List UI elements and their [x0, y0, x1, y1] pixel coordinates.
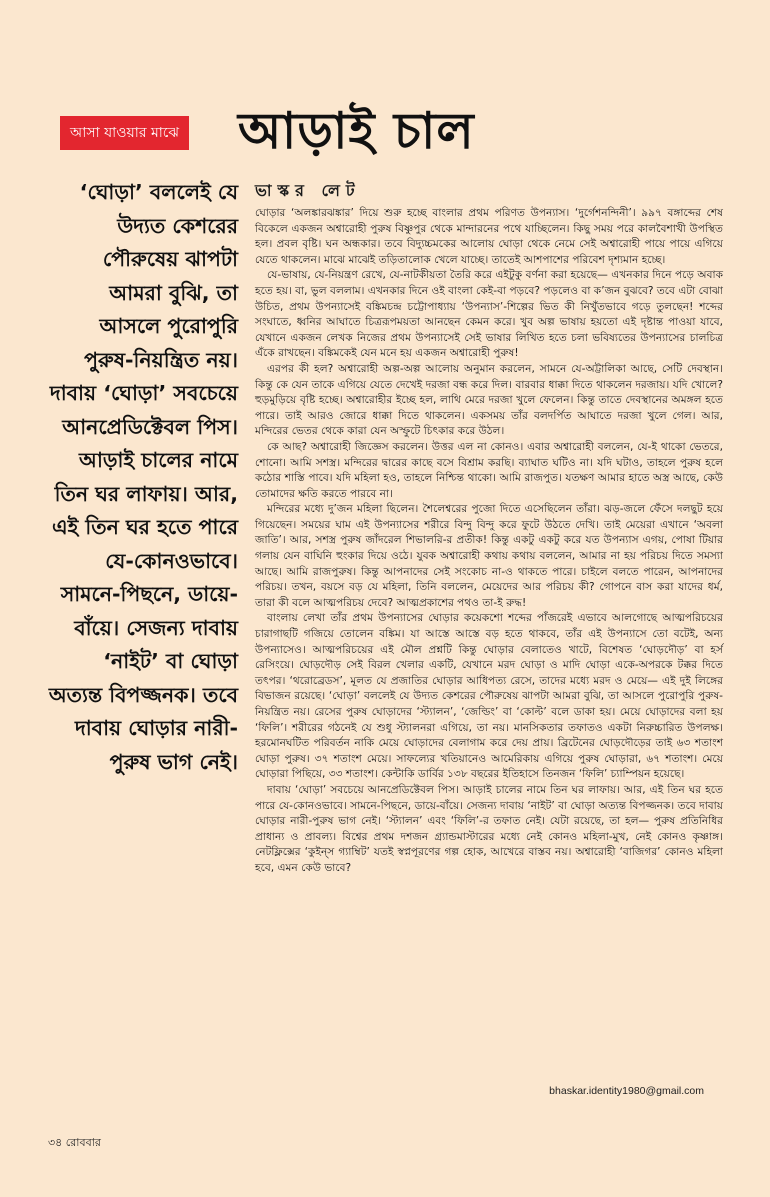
- page-footer: ৩৪ রোববার: [48, 1136, 101, 1149]
- article-paragraph: এরপর কী হল? অশ্বারোহী অল্প-অল্প আলোয় অনুমান করলেন, সামনে যে-অট্টালিকা আছে, সেটি দেবস্থান। কিন্তু কে যেন তাকে এগিয়ে যেতে দেখেই দরজা বন্ধ করে দিল। বারবার ধাক্কা দিতে থাকলেন দরজায়। যদি খোলে? হুড়মুড়িয়ে বৃষ্টি হচ্ছে। অশ্বারোহীর ইচ্ছে হল, লাথি মেরে দরজা খুলে ফেলেন। কিন্তু তাতে দেবস্থানের অমঙ্গল হতে পারে। তাই আরও জোরে ধাক্কা দিতে থাকলেন। একসময় তাঁর বলদর্পিত আঘাতে দরজা খুলে গেল। আর, মন্দিরের ভেতর থেকে কারা যেন অস্ফুটে চিৎকার করে উঠল।: [255, 362, 723, 438]
- article-paragraph: যে-ভাষায়, যে-নিয়ন্ত্রণ রেখে, যে-নাটকীয়তা তৈরি করে এইটুকু বর্ণনা করা হয়েছে— এখনকার দিনে পড়ে অবাক হতে হয়। বা, ভুল বললাম। এখনকার দিনে ওই বাংলা কেই-বা পড়বে? পড়লেও বা ক’জন বুঝবে? তবে এটা বোঝা উচিত, প্রথম উপন্যাসেই বঙ্কিমচন্দ্র চট্টোপাধ্যায় ‘উপন্যাস’-শিল্পের ভিত কী নিখুঁতভাবে গড়ে তুলছেন! শব্দের সংঘাতে, ধ্বনির আঘাতে চিত্ররূপময়তা আনছেন কেমন করে। খুব অল্প ভাষায় হয়তো এই দৃষ্টান্ত পাওয়া যাবে, যেখানে একজন লেখক নিজের প্রথম উপন্যাসেই সেই ভাষার লিখিত হতে চলা ভবিষ্যতের উপন্যাসের চালচিত্র এঁকে রাখছেন। বঙ্কিমকেই যেন মনে হয় একজন অশ্বারোহী পুরুষ!: [255, 269, 723, 360]
- author-email: bhaskar.identity1980@gmail.com: [549, 1085, 704, 1097]
- article-paragraph: ঘোড়ার ‘অলঙ্কারঝঙ্কার’ দিয়ে শুরু হচ্ছে বাংলার প্রথম পরিণত উপন্যাস। ‘দুর্গেশনন্দিনী’। ৯৯৭ বঙ্গাব্দের শেষ বিকেলে একজন অশ্বারোহী পুরুষ বিষ্ণুপুর থেকে মান্দারনের পথে যাচ্ছিলেন। কিছু সময় পরে কালবৈশাখী উপস্থিত হল। প্রবল বৃষ্টি। ঘন অন্ধকার। তবে বিদ্যুচ্চমকের আলোয় ঘোড়া থেকে নেমে সেই অশ্বারোহী পায়ে পায়ে এগিয়ে যেতে থাকলেন। মাঝে মাঝেই তড়িতালোক খেলে যাচ্ছে। তাতেই আশপাশের পরিবেশ দৃশ্যমান হচ্ছে।: [255, 207, 723, 266]
- article-paragraph: মন্দিরের মধ্যে দু’জন মহিলা ছিলেন। শৈলেশ্বরের পুজো দিতে এসেছিলেন তাঁরা। ঝড়-জলে ফেঁসে দলছুট হয়ে গিয়েছেন। সময়ের ঘাম এই উপন্যাসের শরীরে বিন্দু বিন্দু করে ফুটে উঠতে দেখি। তাই মেয়েরা এখানে ‘অবলা জাতি’। আর, সশস্ত্র পুরুষ জাঁদরেল শিভালরি-র প্রতীক! কিন্তু একটু একটু করে যত উপন্যাস এগয়, পোষা টিয়ার গলায় যেন বাঘিনি হুংকার দিয়ে ওঠে। যুবক অশ্বারোহী কথায় কথায় বললেন, আমার না হয় পরিচয় দিতে সমস্যা আছে। আমি রাজপুরুষ। কিন্তু আপনাদের সেই সংকোচ না-ও থাকতে পারে। চাইলে বলতে পারেন, আপনাদের পরিচয়। তখন, বয়সে বড় যে মহিলা, তিনি বললেন, মেয়েদের আর পরিচয় কী? গোপনে বাস করা যাদের ধর্ম, তারা কী বলে আত্মপরিচয় দেবে? আত্মপ্রকাশের পথও তা-ই রুদ্ধ!: [255, 503, 723, 609]
- pull-quote: ‘ঘোড়া’ বললেই যে উদ্যত কেশরের পৌরুষেয় ঝাপটা আমরা বুঝি, তা আসলে পুরোপুরি পুরুষ-নিয়ন্ত্রিত নয়। দাবায় ‘ঘোড়া’ সবচেয়ে আনপ্রেডিক্টেবল পিস। আড়াই চালের নামে তিন ঘর লাফায়। আর, এই তিন ঘর হতে পারে যে-কোনওভাবে। সামনে-পিছনে, ডায়ে-বাঁয়ে। সেজন্য দাবায় ‘নাইট’ বা ঘোড়া অত্যন্ত বিপজ্জনক। তবে দাবায় ঘোড়ার নারী-পুরুষ ভাগ নেই।: [48, 180, 238, 774]
- article-paragraph: কে আছ? অশ্বারোহী জিজ্ঞেস করলেন। উত্তর এল না কোনও। এবার অশ্বারোহী বললেন, যে-ই থাকো ভেতরে, শোনো। আমি সশস্ত্র। মন্দিরের দ্বারের কাছে বসে বিশ্রাম করছি। ব্যাঘাত ঘটিও না। যদি ঘটাও, তাহলে পুরুষ হলে কঠোর শাস্তি পাবে। যদি মহিলা হও, তাহলে নিশ্চিন্ত থাকো। আমি রাজপুত। যতক্ষণ আমার হাতে অস্ত্র আছে, কেউ তোমাদের ক্ষতি করতে পারবে না।: [255, 440, 723, 500]
- article-paragraph: দাবায় ‘ঘোড়া’ সবচেয়ে আনপ্রেডিক্টেবল পিস। আড়াই চালের নামে তিন ঘর লাফায়। আর, এই তিন ঘর হতে পারে যে-কোনওভাবে। সামনে-পিছনে, ডায়ে-বাঁয়ে। সেজন্য দাবায় ‘নাইট’ বা ঘোড়া অত্যন্ত বিপজ্জনক। তবে দাবায় ঘোড়ার নারী-পুরুষ ভাগ নেই। ‘স্ট্যালন’ এবং ‘ফিলি’-র তফাত নেই। যেটা রয়েছে, তা হল— পুরুষ প্রতিনিধির প্রাধান্য ও প্রাবল্য। বিশ্বের প্রথম দশজন গ্র্যান্ডমাস্টারের মধ্যে নেই কোনও মহিলা-মুখ, নেই কোনও কৃষ্ণাঙ্গ। নেটফ্লিক্সের ‘কুইন্‌স গ্যাম্বিট’ যতই স্বপ্নপূরণের গল্প হোক, আখেরে বাস্তব নয়। অশ্বারোহী ‘বাজিগর’ কোনও মহিলা হবে, এমন কেউ ভাবে?: [255, 783, 723, 874]
- article-paragraph: বাংলায় লেখা তাঁর প্রথম উপন্যাসের ঘোড়ার কয়েকশো শব্দের পাঁজরেই এভাবে আলগোছে আত্মপরিচয়ের চারাগাছটি গজিয়ে তোলেন বঙ্কিম। যা আস্তে আস্তে বড় হতে থাকবে, তাঁর এই উপন্যাসে তো বটেই, অন্য উপন্যাসেও। আত্মপরিচয়ের এই মৌল প্রশ্নটি কিন্তু ঘোড়ার বেলাতেও খাটে, বিশেষত ‘ঘোড়দৌড়’ বা হর্স রেসিংয়ে। ঘোড়দৌড় সেই বিরল খেলার একটি, যেখানে মরদ ঘোড়া ও মাদি ঘোড়া একে-অপরকে টক্কর দিতে তৎপর। ‘থরোব্রেডস’, মূলত যে প্রজাতির ঘোড়ার আধিপত্য রেসে, তাদের মধ্যে মরদ ও মেয়ে— এই দুই লিঙ্গের বিভাজন রয়েছে। ‘ঘোড়া’ বললেই যে উদ্যত কেশরের পৌরুষেয় ঝাপটা আমরা বুঝি, তা আসলে পুরোপুরি পুরুষ-নিয়ন্ত্রিত নয়। রেসের পুরুষ ঘোড়াদের ‘স্ট্যালন’, ‘জেল্ডিং’ বা ‘কোল্ট’ বলে ডাকা হয়। মেয়ে ঘোড়াদের বলা হয় ‘ফিলি’। শরীরের গঠনেই যে শুধু স্ট্যালনরা এগিয়ে, তা নয়। মানসিকতার তফাতও একটা নিরুচ্চারিত উপলক্ষ। হরমোনঘটিত পরিবর্তন নাকি মেয়ে ঘোড়াদের বেলাগাম করে দেয় প্রায়। ব্রিটেনের ঘোড়দৌড়ের তাই ৬৩ শতাংশ ঘোড়া পুরুষ। ৩৭ শতাংশ মেয়ে। সাফল্যের খতিয়ানেও আমেরিকায় এগিয়ে পুরুষ ঘোড়ারা, ৬৭ শতাংশ। মেয়ে ঘোড়ারা পিছিয়ে, ৩৩ শতাংশ। কেন্টাকি ডার্বির ১৩৮ বছরের ইতিহাসে তিনজন ‘ফিলি’ চ্যাম্পিয়ন হয়েছে।: [255, 612, 723, 781]
- article-header: [60, 100, 720, 162]
- section-tag: আসা যাওয়ার মাঝে: [60, 116, 189, 150]
- author-name: ভাস্কর লেট: [255, 181, 361, 200]
- article-title: আড়াই চাল: [238, 101, 475, 160]
- article-body: [255, 206, 723, 877]
